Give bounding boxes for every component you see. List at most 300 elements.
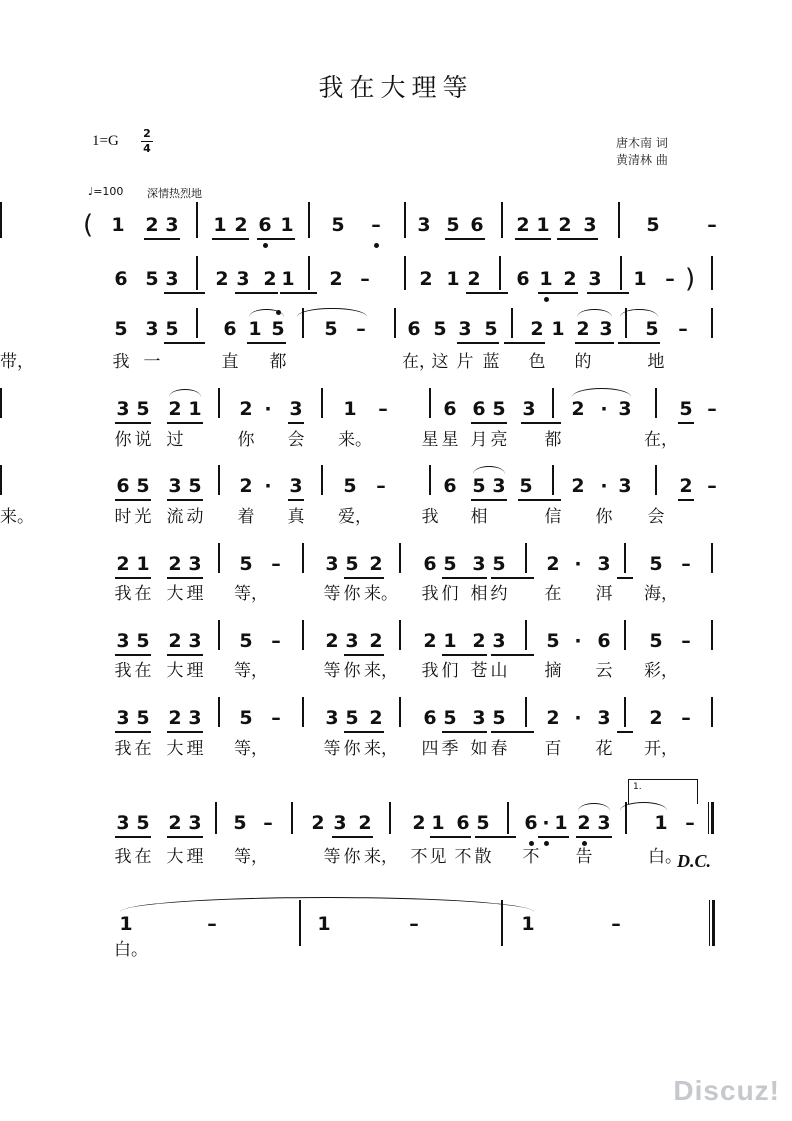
beam-underline (491, 731, 534, 733)
beam-underline (115, 499, 151, 501)
beam-underline (164, 342, 205, 344)
note: 6 (524, 812, 538, 834)
lyric-syllable: 说 (134, 430, 152, 450)
note: 6 (423, 707, 437, 729)
note: 3 (458, 318, 472, 340)
dash-extension: – (271, 707, 281, 729)
lyric-syllable: 等 (323, 847, 341, 867)
lyric-syllable: 百 (544, 739, 562, 759)
lyric-syllable: 不 (454, 847, 472, 867)
beam-underline (344, 577, 384, 579)
lyric-syllable: 亮 (490, 430, 508, 450)
barline (308, 202, 310, 238)
barline (655, 388, 657, 418)
lyric-syllable: 大 (166, 661, 184, 681)
note: 5 (645, 318, 659, 340)
beam-underline (475, 836, 516, 838)
note: 2 (239, 475, 253, 497)
note: 1 (248, 318, 262, 340)
beam-underline (491, 654, 534, 656)
note: 1 (654, 812, 668, 834)
barline (511, 308, 513, 338)
lyric-syllable: 洱 (595, 584, 613, 604)
note: 6 (223, 318, 237, 340)
lyric-syllable: 动 (186, 507, 204, 527)
note: 5 (136, 812, 150, 834)
note: 5 (443, 707, 457, 729)
lyric-syllable: 花 (595, 739, 613, 759)
note: 5 (136, 630, 150, 652)
note: 3 (522, 398, 536, 420)
lyric-syllable: 我 (114, 584, 132, 604)
note: 1 (119, 913, 133, 935)
note: 5 (345, 553, 359, 575)
note: 2 (168, 630, 182, 652)
note: 1 (446, 268, 460, 290)
note: 2 (263, 268, 277, 290)
beam-underline (430, 836, 471, 838)
note: 3 (188, 812, 202, 834)
note: 6 (423, 553, 437, 575)
lyric-syllable: 开， (644, 739, 678, 759)
first-ending-bracket (628, 779, 698, 804)
barline (302, 620, 304, 650)
beam-underline (344, 654, 384, 656)
lyric-syllable: 在 (134, 847, 152, 867)
beam-underline (164, 292, 205, 294)
lyric-syllable: 一 (143, 352, 161, 372)
lyric-syllable: 们 (441, 661, 459, 681)
lyric-syllable: 散 (474, 847, 492, 867)
note: 3 (116, 707, 130, 729)
lyric-syllable: 这 (431, 352, 449, 372)
note: 5 (446, 214, 460, 236)
lyric-syllable: 在， (644, 430, 678, 450)
note: 3 (597, 812, 611, 834)
lyric-syllable: 大 (166, 847, 184, 867)
note: 6 (472, 398, 486, 420)
augmentation-dot: · (542, 812, 550, 834)
low-octave-dot (582, 841, 587, 846)
note: 2 (234, 214, 248, 236)
augmentation-dot: · (574, 553, 582, 575)
lyric-syllable: 海， (644, 584, 678, 604)
dash-extension: – (371, 214, 381, 236)
beam-underline (515, 238, 551, 240)
beam-underline (538, 836, 569, 838)
note: 2 (472, 630, 486, 652)
note: 1 (317, 913, 331, 935)
lyric-syllable: 来， (364, 739, 398, 759)
barline (620, 256, 622, 290)
lyric-syllable: 星 (441, 430, 459, 450)
barline (389, 802, 391, 834)
beam-underline (471, 499, 507, 501)
note: 3 (597, 553, 611, 575)
barline (404, 256, 406, 290)
barline (399, 543, 401, 573)
note: 5 (145, 268, 159, 290)
note: 1 (343, 398, 357, 420)
barline (215, 802, 217, 834)
beam-underline (235, 292, 278, 294)
lyric-syllable: 春 (490, 739, 508, 759)
note: 3 (472, 707, 486, 729)
barline (0, 388, 2, 418)
barline (618, 202, 620, 238)
lyricist-credit: 唐木南 词 (616, 136, 668, 150)
note: 2 (369, 707, 383, 729)
dash-extension: – (271, 553, 281, 575)
lyric-syllable: 理 (186, 584, 204, 604)
note: 2 (530, 318, 544, 340)
note: 2 (412, 812, 426, 834)
note: 5 (188, 475, 202, 497)
note: 1 (443, 630, 457, 652)
note: 1 (633, 268, 647, 290)
lyric-syllable: 白。 (114, 940, 148, 960)
lyric-syllable: 我 (114, 847, 132, 867)
lyric-syllable: 理 (186, 739, 204, 759)
beam-underline (115, 836, 151, 838)
beam-underline (144, 238, 180, 240)
beam-underline (491, 577, 534, 579)
volta-label: 1. (633, 782, 642, 792)
lyric-syllable: 我 (112, 352, 130, 372)
dash-extension: – (611, 913, 621, 935)
note: 3 (188, 553, 202, 575)
slur (297, 308, 367, 317)
barline (525, 620, 527, 650)
note: 5 (519, 475, 533, 497)
note: 3 (345, 630, 359, 652)
low-octave-dot (544, 841, 549, 846)
lyric-syllable: 等 (323, 584, 341, 604)
lyric-syllable: 在 (134, 584, 152, 604)
lyric-syllable: 彩， (644, 661, 678, 681)
note: 2 (168, 812, 182, 834)
barline (0, 465, 2, 495)
note: 2 (467, 268, 481, 290)
dash-extension: – (263, 812, 273, 834)
beam-underline (115, 577, 151, 579)
dash-extension: – (685, 812, 695, 834)
beam-underline (115, 731, 151, 733)
note: 2 (423, 630, 437, 652)
lyric-syllable: 在， (402, 352, 436, 372)
note: 1 (521, 913, 535, 935)
dash-extension: – (376, 475, 386, 497)
note: 6 (597, 630, 611, 652)
barline (218, 697, 220, 727)
note: 6 (470, 214, 484, 236)
note: 3 (165, 214, 179, 236)
beam-underline (471, 422, 507, 424)
barline (218, 388, 220, 418)
beam-underline (445, 238, 485, 240)
note-underline (617, 577, 633, 579)
barline (501, 202, 503, 238)
lyric-syllable: 都 (544, 430, 562, 450)
note: 5 (331, 214, 345, 236)
lyric-syllable: 的 (574, 352, 592, 372)
beam-underline (575, 342, 614, 344)
lyric-syllable: 告 (575, 847, 593, 867)
key-signature: 1=G (92, 133, 119, 149)
lyric-syllable: 苍 (470, 661, 488, 681)
lyric-syllable: 我 (421, 661, 439, 681)
low-octave-dot (529, 841, 534, 846)
note: 6 (443, 475, 457, 497)
song-title: 我在大理等 (318, 73, 474, 102)
note: 5 (433, 318, 447, 340)
expression-marking: 深情热烈地 (147, 187, 202, 200)
note: 1 (136, 553, 150, 575)
note: 1 (554, 812, 568, 834)
note: 3 (116, 630, 130, 652)
note: 2 (577, 812, 591, 834)
note: 1 (539, 268, 553, 290)
lyric-syllable: 月 (470, 430, 488, 450)
lyric-syllable: 我 (114, 661, 132, 681)
barline (711, 256, 713, 290)
beam-underline (466, 292, 508, 294)
lyric-syllable: 如 (470, 739, 488, 759)
low-octave-dot (544, 297, 549, 302)
note: 2 (168, 707, 182, 729)
dash-extension: – (707, 475, 717, 497)
lyric-syllable: 你 (595, 507, 613, 527)
note: 2 (679, 475, 693, 497)
beam-underline (442, 731, 487, 733)
lyric-syllable: 都 (269, 352, 287, 372)
lyric-syllable: 光 (134, 507, 152, 527)
note-underline (288, 422, 304, 424)
barline (429, 465, 431, 495)
lyric-syllable: 地 (647, 352, 665, 372)
barline (499, 256, 501, 290)
note: 2 (145, 214, 159, 236)
note-underline (288, 499, 304, 501)
note: 5 (679, 398, 693, 420)
note: 5 (443, 553, 457, 575)
lyric-syllable: 等， (234, 847, 268, 867)
dash-extension: – (409, 913, 419, 935)
note: 5 (324, 318, 338, 340)
note: 5 (546, 630, 560, 652)
augmentation-dot: · (264, 398, 272, 420)
lyric-syllable: 来。 (0, 507, 34, 527)
note: 5 (484, 318, 498, 340)
dc-mark: D.C. (677, 851, 712, 871)
lyric-syllable: 你 (114, 430, 132, 450)
note: 6 (456, 812, 470, 834)
lyric-syllable: 会 (647, 507, 665, 527)
beam-underline (280, 292, 317, 294)
dash-extension: – (665, 268, 675, 290)
lyric-syllable: 片 (456, 352, 474, 372)
note: 2 (116, 553, 130, 575)
note: 3 (333, 812, 347, 834)
lyric-syllable: 你 (343, 739, 361, 759)
barline (394, 308, 396, 338)
barline (525, 697, 527, 727)
barline (624, 620, 626, 650)
dash-extension: – (681, 707, 691, 729)
note: 6 (516, 268, 530, 290)
augmentation-dot: · (264, 475, 272, 497)
note: 3 (116, 812, 130, 834)
lyric-syllable: 你 (343, 661, 361, 681)
time-signature (141, 128, 153, 155)
note: 2 (516, 214, 530, 236)
note: 2 (571, 398, 585, 420)
lyric-syllable: 爱， (338, 507, 372, 527)
lyric-syllable: 真 (287, 507, 305, 527)
beam-underline (247, 342, 286, 344)
beam-underline (115, 422, 151, 424)
note-underline (187, 499, 203, 501)
lyric-syllable: 星 (421, 430, 439, 450)
note: 2 (546, 707, 560, 729)
lyric-syllable: 在 (134, 739, 152, 759)
note: 3 (289, 475, 303, 497)
lyric-syllable: 你 (237, 430, 255, 450)
lyric-syllable: 等， (234, 584, 268, 604)
slur (578, 803, 610, 811)
beam-underline (167, 577, 203, 579)
note: 2 (215, 268, 229, 290)
lyric-syllable: 云 (595, 661, 613, 681)
lyric-syllable: 在 (544, 584, 562, 604)
final-barline (709, 900, 714, 946)
note: 2 (358, 812, 372, 834)
slur (120, 897, 534, 912)
note: 2 (558, 214, 572, 236)
barline (507, 802, 509, 834)
barline (711, 543, 713, 573)
barline (218, 465, 220, 495)
lyric-syllable: 来。 (338, 430, 372, 450)
note: 3 (599, 318, 613, 340)
lyric-syllable: 等， (234, 661, 268, 681)
lyric-syllable: 见 (429, 847, 447, 867)
augmentation-dot: · (600, 475, 608, 497)
dash-extension: – (356, 318, 366, 340)
note: 3 (165, 268, 179, 290)
lyric-syllable: 带， (0, 352, 34, 372)
barline (429, 388, 431, 418)
lyric-syllable: 不 (522, 847, 540, 867)
lyric-syllable: 相 (470, 507, 488, 527)
note: 5 (239, 553, 253, 575)
barline (0, 202, 2, 238)
note: 2 (325, 630, 339, 652)
lyric-syllable: 我 (421, 507, 439, 527)
note: 5 (492, 398, 506, 420)
lyric-syllable: 信 (544, 507, 562, 527)
dash-extension: – (271, 630, 281, 652)
note: 2 (311, 812, 325, 834)
composer-credit: 黄清林 曲 (616, 153, 668, 167)
dash-extension: – (360, 268, 370, 290)
lyric-syllable: 我 (114, 739, 132, 759)
beam-underline (557, 238, 598, 240)
note: 5 (239, 630, 253, 652)
note: 2 (576, 318, 590, 340)
note-underline (678, 499, 694, 501)
dash-extension: – (707, 214, 717, 236)
lyric-syllable: 四 (421, 739, 439, 759)
lyric-syllable: 山 (490, 661, 508, 681)
note: 3 (289, 398, 303, 420)
lyric-syllable: 过 (166, 430, 184, 450)
barline (308, 256, 310, 290)
note: 1 (280, 214, 294, 236)
note: 3 (583, 214, 597, 236)
beam-underline (212, 238, 249, 240)
note: 5 (492, 553, 506, 575)
beam-underline (332, 836, 373, 838)
repeat-close-paren: ) (685, 264, 696, 294)
dash-extension: – (681, 553, 691, 575)
note: 3 (325, 707, 339, 729)
barline (196, 308, 198, 338)
note: 2 (563, 268, 577, 290)
barline (302, 543, 304, 573)
barline (711, 308, 713, 338)
note-underline (187, 422, 203, 424)
low-octave-dot (263, 243, 268, 248)
note-underline (617, 731, 633, 733)
note: 2 (329, 268, 343, 290)
time-signature-top: 2 (143, 127, 151, 140)
note: 5 (239, 707, 253, 729)
lyric-syllable: 理 (186, 847, 204, 867)
barline (321, 388, 323, 418)
note: 2 (369, 630, 383, 652)
note: 3 (588, 268, 602, 290)
note: 6 (258, 214, 272, 236)
note: 6 (443, 398, 457, 420)
beam-underline (257, 238, 295, 240)
lyric-syllable: 着 (237, 507, 255, 527)
note: 1 (536, 214, 550, 236)
beam-underline (344, 731, 384, 733)
barline (711, 620, 713, 650)
lyric-syllable: 等 (323, 739, 341, 759)
beam-underline (457, 342, 499, 344)
lyric-syllable: 们 (441, 584, 459, 604)
time-signature-bottom: 4 (143, 142, 151, 155)
barline (321, 465, 323, 495)
lyric-syllable: 摘 (544, 661, 562, 681)
note: 5 (271, 318, 285, 340)
barline (404, 202, 406, 238)
note: 1 (551, 318, 565, 340)
note: 3 (472, 553, 486, 575)
beam-underline (167, 836, 203, 838)
lyric-syllable: 流 (166, 507, 184, 527)
note: 3 (168, 475, 182, 497)
dash-extension: – (207, 913, 217, 935)
note: 5 (114, 318, 128, 340)
barline (624, 697, 626, 727)
slur (572, 388, 631, 397)
note: 5 (472, 475, 486, 497)
beam-underline (504, 342, 545, 344)
barline (552, 388, 554, 418)
